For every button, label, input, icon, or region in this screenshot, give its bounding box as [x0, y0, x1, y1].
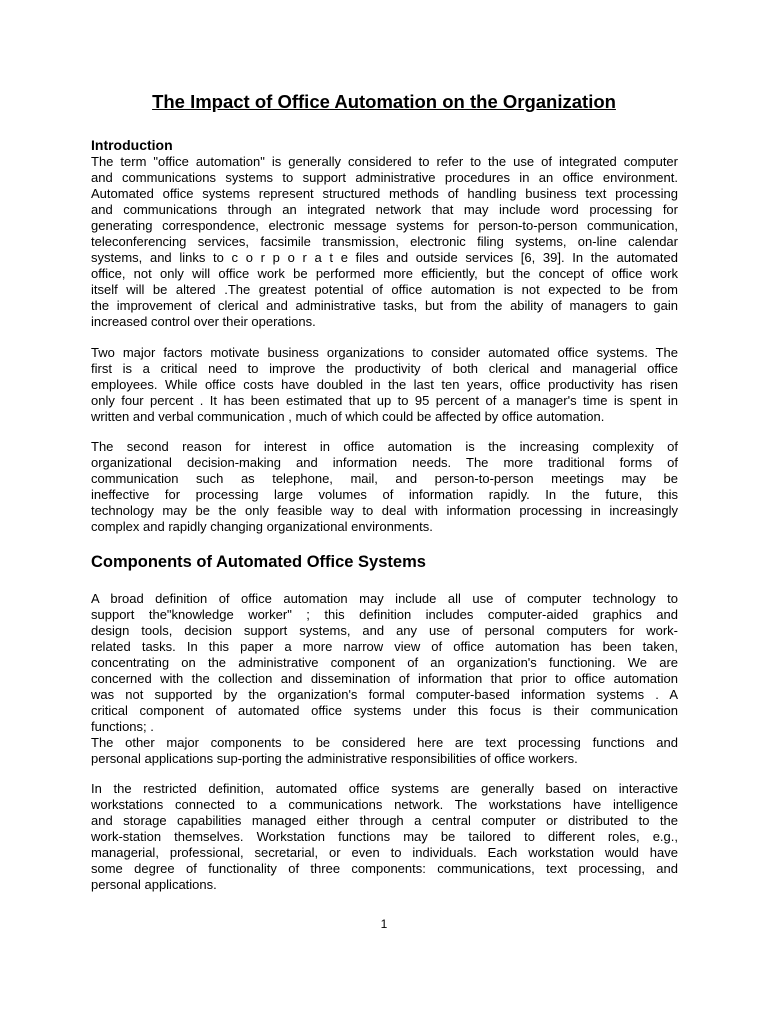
paragraph-line: ineffective for processing large volumes of information rapidly. In the future, this	[91, 487, 678, 502]
paragraph-line: and storage capabilities managed either through a central computer or distributed to the	[91, 813, 678, 828]
paragraph-line: concerned with the collection and dissemination of information that prior to office automation	[91, 671, 678, 686]
paragraph-intro-3	[91, 439, 678, 535]
introduction-heading: Introduction	[91, 137, 173, 153]
paragraph-line: technology may be the only feasible way to deal with information processing in increasingly	[91, 503, 678, 518]
paragraph-line: first is a critical need to improve the productivity of both clerical and managerial office	[91, 361, 678, 376]
paragraph-line: the improvement of clerical and administrative tasks, but from the ability of managers to gain	[91, 298, 678, 313]
paragraph-line: related tasks. In this paper a more narrow view of office automation has been taken,	[91, 639, 678, 654]
paragraph-line: complex and rapidly changing organizational environments.	[91, 519, 433, 534]
paragraph-line: critical component of automated office systems under this focus is their communication	[91, 703, 678, 718]
paragraph-line: managerial, professional, secretarial, or even to individuals. Each workstation would have	[91, 845, 678, 860]
paragraph-line: organizational decision-making and information needs. The more traditional forms of	[91, 455, 678, 470]
components-heading: Components of Automated Office Systems	[91, 553, 426, 571]
paragraph-line: office, not only will office work be performed more efficiently, but the concept of office work	[91, 266, 678, 281]
paragraph-line: generating correspondence, electronic message systems for person-to-person communication,	[91, 218, 678, 233]
paragraph-line: personal applications.	[91, 877, 217, 892]
paragraph-line: In the restricted definition, automated office systems are generally based on interactive	[91, 781, 678, 796]
paragraph-line: systems, and links to c o r p o r a t e files and outside services [6, 39]. In the automated	[91, 250, 678, 265]
paragraph-line: itself will be altered .The greatest potential of office automation is not expected to be from	[91, 282, 678, 297]
paragraph-line: was not supported by the organization's formal computer-based information systems . A	[91, 687, 678, 702]
paragraph-line: work-station themselves. Workstation functions may be tailored to different roles, e.g.,	[91, 829, 678, 844]
paragraph-components-1	[91, 591, 678, 735]
paragraph-line: functions; .	[91, 719, 154, 734]
paragraph-line: some degree of functionality of three components: communications, text processing, and	[91, 861, 678, 876]
paragraph-line: personal applications sup-porting the administrative responsibilities of office workers.	[91, 751, 578, 766]
paragraph-line: support the"knowledge worker" ; this definition includes computer-aided graphics and	[91, 607, 678, 622]
paragraph-line: only four percent . It has been estimated that up to 95 percent of a manager's time is spent in	[91, 393, 678, 408]
paragraph-line: A broad definition of office automation may include all use of computer technology to	[91, 591, 678, 606]
paragraph-line: increased control over their operations.	[91, 314, 316, 329]
paragraph-line: written and verbal communication , much of which could be affected by office automation.	[91, 409, 605, 424]
paragraph-intro-2	[91, 345, 678, 425]
paragraph-line: workstations connected to a communications network. The workstations have intelligence	[91, 797, 678, 812]
paragraph-intro-1	[91, 154, 678, 330]
paragraph-line: Automated office systems represent structured methods of handling business text processing	[91, 186, 678, 201]
page-number: 1	[380, 917, 388, 931]
paragraph-line: and communications through an integrated network that may include word processing for	[91, 202, 678, 217]
paragraph-components-3	[91, 781, 678, 893]
paragraph-components-2	[91, 735, 678, 767]
paragraph-line: design tools, decision support systems, and any use of personal computers for work-	[91, 623, 678, 638]
paragraph-line: teleconferencing services, facsimile transmission, electronic filing systems, on-line calendar	[91, 234, 678, 249]
paragraph-line: The other major components to be considered here are text processing functions and	[91, 735, 678, 750]
paragraph-line: The term "office automation" is generally considered to refer to the use of integrated computer	[91, 154, 678, 169]
paragraph-line: and communications systems to support administrative procedures in an office environment.	[91, 170, 678, 185]
paragraph-line: Two major factors motivate business organizations to consider automated office systems. The	[91, 345, 678, 360]
paragraph-line: The second reason for interest in office automation is the increasing complexity of	[91, 439, 678, 454]
paragraph-line: concentrating on the administrative component of an organization's functioning. We are	[91, 655, 678, 670]
document-title: The Impact of Office Automation on the Organization	[152, 91, 616, 112]
paragraph-line: employees. While office costs have doubled in the last ten years, office productivity has risen	[91, 377, 678, 392]
paragraph-line: communication such as telephone, mail, and person-to-person meetings may be	[91, 471, 678, 486]
